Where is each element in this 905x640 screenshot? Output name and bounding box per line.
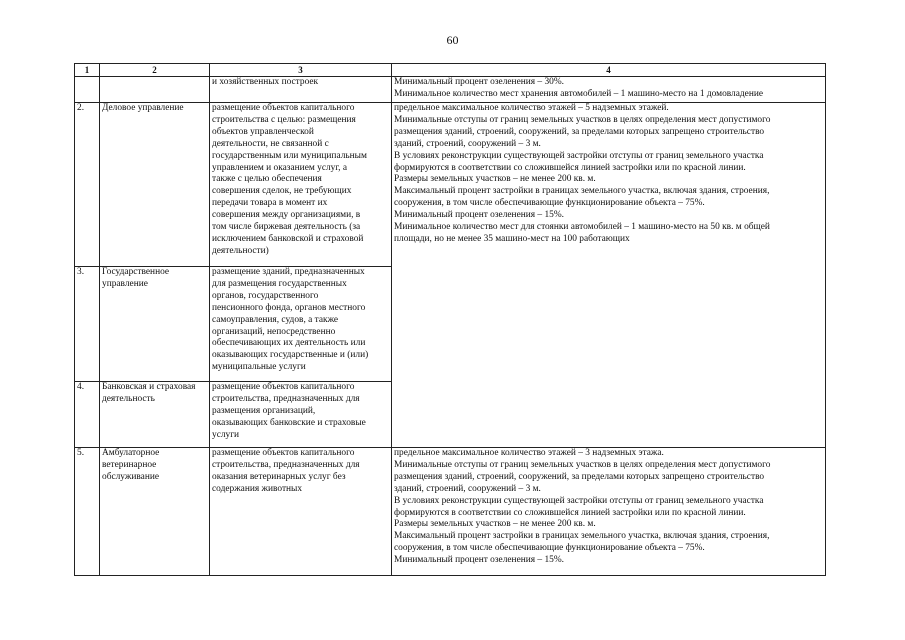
text-line: также с целью обеспечения	[212, 174, 322, 185]
row-number: 3.	[75, 267, 100, 382]
text-line: размещение объектов капитального	[212, 103, 355, 113]
row-requirements	[392, 448, 826, 576]
text-line: управление	[102, 278, 148, 289]
text-line: размещение объектов капитального	[212, 382, 355, 392]
text-line: Размеры земельных участков – не менее 200 кв. м.	[394, 174, 596, 185]
row-number	[75, 77, 100, 103]
header-col-1: 1	[75, 64, 100, 77]
row-requirements	[392, 103, 826, 448]
text-line: сооружения, в том числе обеспечивающие функционирование объекта – 75%.	[394, 543, 705, 554]
text-line: размещение объектов капитального	[212, 448, 355, 458]
text-line: оказывающих банковские и страховые	[212, 417, 366, 428]
text-line: Государственное	[102, 267, 170, 277]
row-description	[210, 77, 392, 103]
text-line: содержания животных	[212, 483, 303, 494]
table-row	[75, 448, 826, 576]
text-line: Минимальный процент озеленения – 15%.	[394, 210, 564, 221]
text-line: Максимальный процент застройки в границах земельного участка, включая здания, строения,	[394, 186, 770, 197]
text-line: строительства, предназначенных для	[212, 393, 360, 404]
text-line: формируются в соответствии со сложившейся линией застройки или по красной линии.	[394, 162, 746, 173]
text-line: сооружения, в том числе обеспечивающие функционирование объекта – 75%.	[394, 198, 705, 209]
text-line: Минимальные отступы от границ земельных участков в целях определения мест допустимого	[394, 459, 771, 470]
row-description	[210, 103, 392, 267]
text-line: Минимальное количество мест для стоянки автомобилей – 1 машино-место на 50 кв. м общей	[394, 222, 770, 233]
text-line: пенсионного фонда, органов местного	[212, 302, 366, 313]
text-line: государственным или муниципальным	[212, 150, 367, 161]
text-line: управлением и оказанием услуг, а	[212, 162, 347, 173]
text-line: Минимальный процент озеленения – 15%.	[394, 555, 564, 566]
text-line: Банковская и страховая	[102, 382, 196, 392]
row-name	[100, 448, 210, 576]
row-name	[100, 77, 210, 103]
page-number: 60	[446, 33, 459, 47]
text-line: размещения зданий, строений, сооружений, за пределами которых запрещено строительство	[394, 471, 765, 482]
text-line: исключением банковской и страховой	[212, 233, 364, 244]
table-row	[75, 77, 826, 103]
row-description	[210, 382, 392, 448]
text-line: площади, но не менее 35 машино-мест на 100 работающих	[394, 233, 630, 244]
text-line: Деловое управление	[102, 103, 184, 113]
header-col-3: 3	[210, 64, 392, 77]
text-line: самоуправления, судов, а также	[212, 314, 339, 325]
text-line: обеспечивающих их деятельность или	[212, 338, 366, 349]
text-line: муниципальные услуги	[212, 362, 306, 373]
row-description	[210, 267, 392, 382]
row-name	[100, 382, 210, 448]
text-line: деятельности)	[212, 245, 269, 256]
text-line: В условиях реконструкции существующей застройки отступы от границ земельного участка	[394, 150, 764, 161]
text-line: строительства, предназначенных для	[212, 459, 360, 470]
row-number: 2.	[75, 103, 100, 267]
text-line: объектов управленческой	[212, 126, 314, 137]
text-line: размещение зданий, предназначенных	[212, 267, 365, 277]
text-line: Минимальный процент озеленения – 30%.	[394, 77, 564, 87]
table-row	[75, 103, 826, 267]
text-line: Максимальный процент застройки в границах земельного участка, включая здания, строения,	[394, 531, 770, 542]
text-line: формируются в соответствии со сложившейся линией застройки или по красной линии.	[394, 507, 746, 518]
text-line: Амбулаторное	[102, 448, 160, 458]
row-requirements	[392, 77, 826, 103]
text-line: деятельность	[102, 393, 155, 404]
text-line: органов, государственного	[212, 290, 319, 301]
text-line: Минимальные отступы от границ земельных участков в целях определения мест допустимого	[394, 114, 771, 125]
text-line: организаций, непосредственно	[212, 326, 336, 337]
text-line: строительства с целью: размещения	[212, 114, 356, 125]
row-name	[100, 267, 210, 382]
header-col-4: 4	[392, 64, 826, 77]
row-number: 4.	[75, 382, 100, 448]
row-description	[210, 448, 392, 576]
text-line: зданий, строений, сооружений – 3 м.	[394, 483, 541, 494]
text-line: том числе биржевая деятельность (за	[212, 222, 361, 233]
text-line: размещения организаций,	[212, 405, 316, 416]
text-line: совершения между организациями, в	[212, 210, 361, 221]
text-line: для размещения государственных	[212, 278, 347, 289]
text-line: совершения сделок, не требующих	[212, 186, 352, 197]
zoning-table	[74, 63, 826, 576]
text-line: Минимальное количество мест хранения автомобилей – 1 машино-место на 1 домовладение	[394, 88, 764, 99]
text-line: зданий, строений, сооружений – 3 м.	[394, 138, 541, 149]
header-col-2: 2	[100, 64, 210, 77]
text-line: Размеры земельных участков – не менее 200 кв. м.	[394, 519, 596, 530]
text-line: услуги	[212, 429, 240, 440]
text-line: ветеринарное	[102, 459, 157, 470]
text-line: В условиях реконструкции существующей застройки отступы от границ земельного участка	[394, 495, 764, 506]
text-line: предельное максимальное количество этажей – 5 надземных этажей.	[394, 103, 669, 113]
text-line: обслуживание	[102, 471, 160, 482]
row-number: 5.	[75, 448, 100, 576]
text-line: предельное максимальное количество этажей – 3 надземных этажа.	[394, 448, 664, 458]
text-line: размещения зданий, строений, сооружений, за пределами которых запрещено строительство	[394, 126, 765, 137]
table-header-row	[75, 64, 826, 77]
text-line: оказания ветеринарных услуг без	[212, 471, 346, 482]
text-line: и хозяйственных построек	[212, 77, 319, 87]
text-line: оказывающих государственные и (или)	[212, 350, 369, 361]
text-line: передачи товара в момент их	[212, 198, 328, 209]
text-line: деятельности, не связанной с	[212, 138, 329, 149]
row-name	[100, 103, 210, 267]
